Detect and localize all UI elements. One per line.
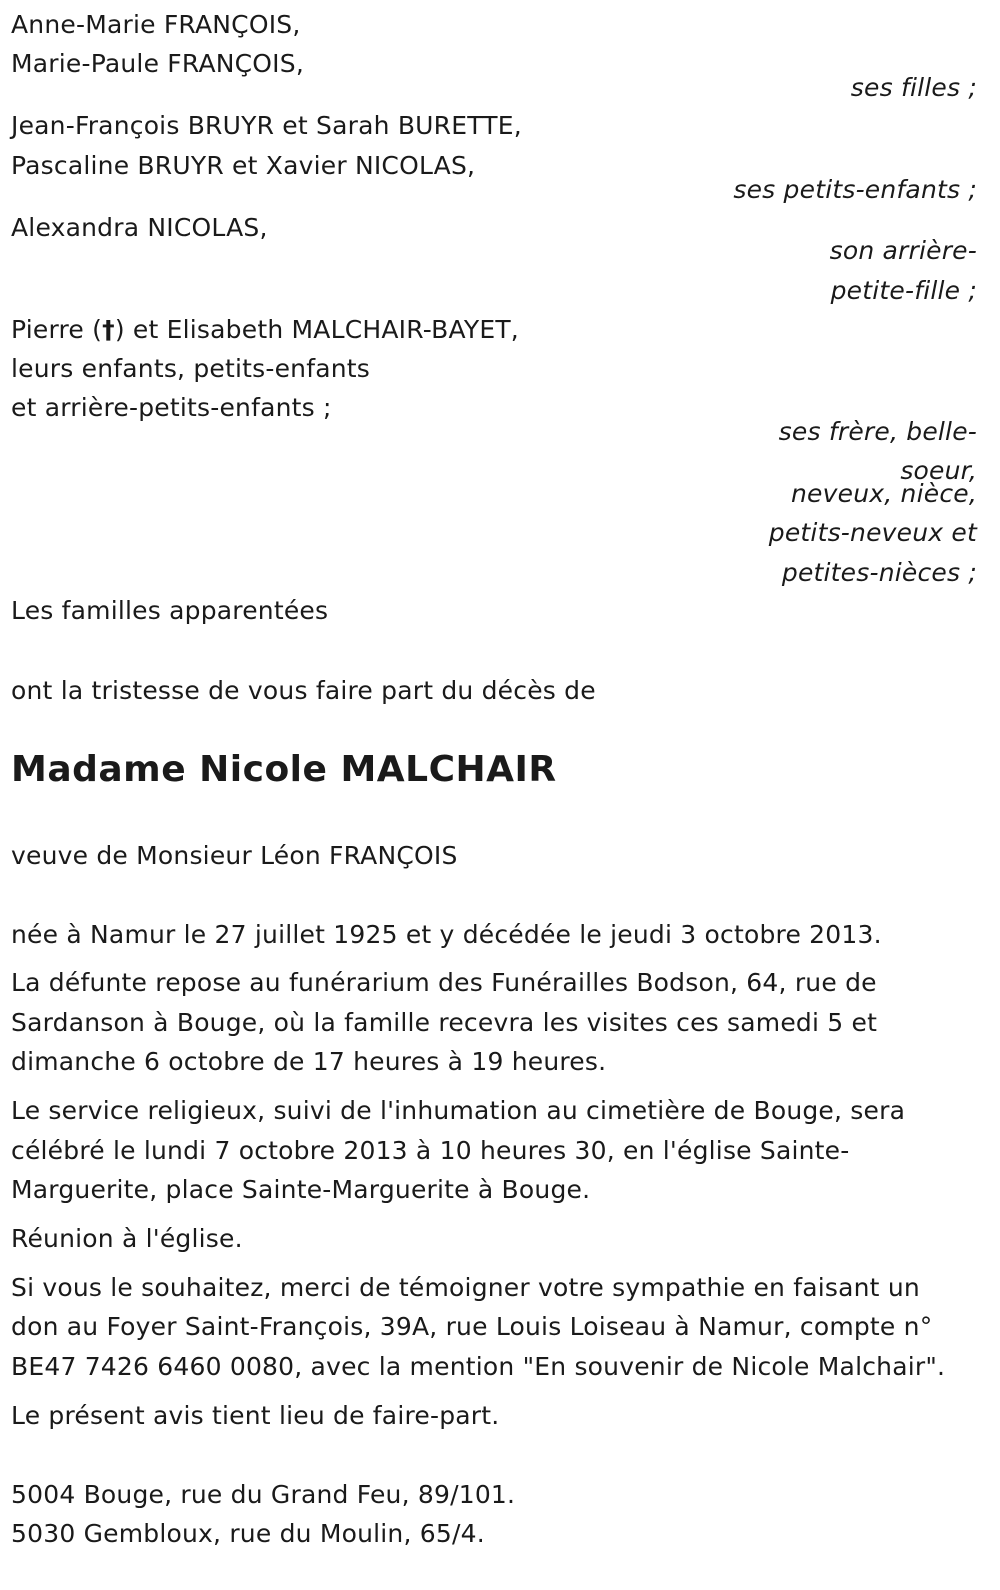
cross-icon: † [102, 315, 115, 344]
funerarium-line: dimanche 6 octobre de 17 heures à 19 heures. [11, 1047, 607, 1076]
donation-line: Si vous le souhaitez, merci de témoigner votre sympathie en faisant un [11, 1273, 920, 1302]
sibling-line [11, 315, 519, 345]
role-label: petits-neveux et [768, 518, 977, 547]
address-line: 5004 Bouge, rue du Grand Feu, 89/101. [11, 1480, 516, 1509]
role-label: soeur, [900, 456, 977, 485]
role-label: petite-fille ; [830, 276, 977, 305]
sibling-name-part: ) et Elisabeth MALCHAIR-BAYET, [114, 315, 519, 344]
role-label: ses filles ; [850, 73, 977, 102]
widow-line: veuve de Monsieur Léon FRANÇOIS [11, 841, 458, 870]
role-label: ses petits-enfants ; [733, 175, 977, 204]
deceased-name: Madame Nicole MALCHAIR [11, 749, 557, 790]
daughter-line: Marie-Paule FRANÇOIS, [11, 49, 304, 78]
service-line: Marguerite, place Sainte-Marguerite à Bouge. [11, 1175, 591, 1204]
intro-line: ont la tristesse de vous faire part du décès de [11, 676, 596, 705]
donation-line: don au Foyer Saint-François, 39A, rue Louis Loiseau à Namur, compte n° [11, 1312, 933, 1341]
funerarium-line: La défunte repose au funérarium des Funérailles Bodson, 64, rue de [11, 968, 877, 997]
notice-line: Le présent avis tient lieu de faire-part. [11, 1401, 500, 1430]
grandchild-line: Jean-François BRUYR et Sarah BURETTE, [11, 111, 522, 140]
grandchild-line: Pascaline BRUYR et Xavier NICOLAS, [11, 151, 476, 180]
service-line: célébré le lundi 7 octobre 2013 à 10 heures 30, en l'église Sainte- [11, 1136, 850, 1165]
funerarium-line: Sardanson à Bouge, où la famille recevra les visites ces samedi 5 et [11, 1008, 878, 1037]
sibling-line: et arrière-petits-enfants ; [11, 393, 332, 422]
birth-death-line: née à Namur le 27 juillet 1925 et y décédée le jeudi 3 octobre 2013. [11, 920, 882, 949]
daughter-line: Anne-Marie FRANÇOIS, [11, 10, 301, 39]
role-label: son arrière- [829, 236, 977, 265]
meeting-line: Réunion à l'église. [11, 1224, 243, 1253]
great-grandchild-line: Alexandra NICOLAS, [11, 213, 268, 242]
sibling-name-part: Pierre ( [11, 315, 103, 344]
service-line: Le service religieux, suivi de l'inhumation au cimetière de Bouge, sera [11, 1096, 906, 1125]
role-label: petites-nièces ; [781, 558, 977, 587]
address-line: 5030 Gembloux, rue du Moulin, 65/4. [11, 1519, 485, 1548]
sibling-line: leurs enfants, petits-enfants [11, 354, 370, 383]
role-label: neveux, nièce, [791, 479, 977, 508]
related-families: Les familles apparentées [11, 596, 329, 625]
role-label: ses frère, belle- [778, 417, 977, 446]
donation-line: BE47 7426 6460 0080, avec la mention "En souvenir de Nicole Malchair". [11, 1352, 946, 1381]
